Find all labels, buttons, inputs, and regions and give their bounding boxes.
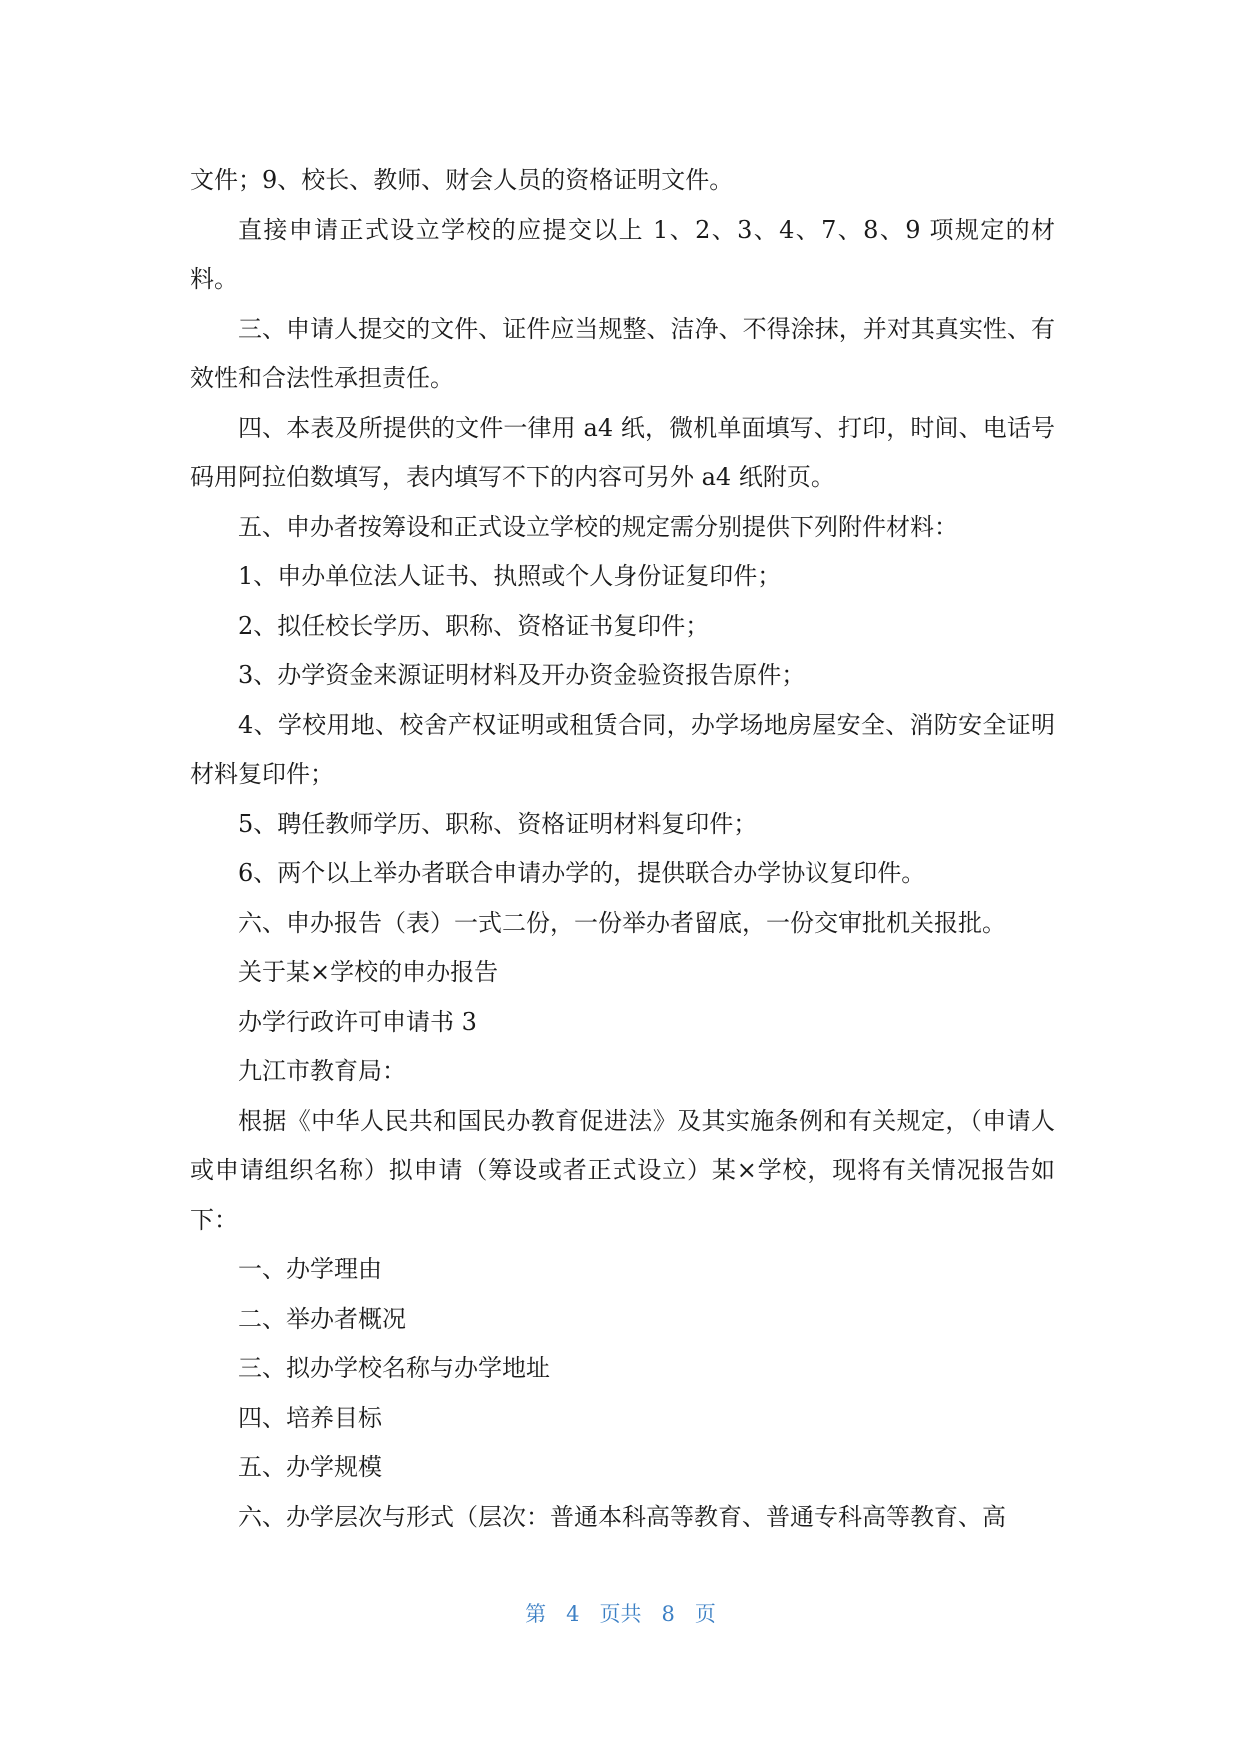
list-item: 五、办学规模 (238, 1453, 382, 1481)
paragraph: 6、两个以上举办者联合申请办学的，提供联合办学协议复印件。 (238, 859, 926, 887)
document-body (190, 156, 1055, 1542)
paragraph: 四、本表及所提供的文件一律用 a4 纸，微机单面填写、打印，时间、电话号码用阿拉伯数填写，表内填写不下的内容可另外 a4 纸附页。 (190, 413, 1055, 491)
paragraph: 五、申办者按筹设和正式设立学校的规定需分别提供下列附件材料： (238, 512, 958, 541)
footer-suffix: 页 (694, 1602, 716, 1626)
paragraph: 5、聘任教师学历、职称、资格证明材料复印件； (238, 809, 758, 838)
paragraph: 根据《中华人民共和国民办教育促进法》及其实施条例和有关规定，（申请人或申请组织名称）拟申请（筹设或者正式设立）某×学校，现将有关情况报告如下： (190, 1106, 1055, 1234)
paragraph: 2、拟任校长学历、职称、资格证书复印件； (238, 611, 710, 640)
paragraph: 三、申请人提交的文件、证件应当规整、洁净、不得涂抹，并对其真实性、有效性和合法性承担责任。 (190, 314, 1055, 392)
list-item: 二、举办者概况 (238, 1304, 406, 1333)
list-item: 六、办学层次与形式（层次：普通本科高等教育、普通专科高等教育、高 (238, 1502, 1006, 1531)
paragraph: 文件；9、校长、教师、财会人员的资格证明文件。 (190, 166, 734, 194)
paragraph: 4、学校用地、校舍产权证明或租赁合同，办学场地房屋安全、消防安全证明材料复印件； (190, 710, 1055, 788)
page-footer (0, 1598, 1241, 1628)
section-heading: 办学行政许可申请书 3 (238, 1007, 477, 1036)
paragraph: 直接申请正式设立学校的应提交以上 1、2、3、4、7、8、9 项规定的材料。 (190, 215, 1055, 293)
list-item: 三、拟办学校名称与办学地址 (238, 1354, 550, 1382)
paragraph: 1、申办单位法人证书、执照或个人身份证复印件； (238, 562, 782, 590)
footer-middle: 页共 (599, 1602, 642, 1626)
list-item: 四、培养目标 (238, 1403, 382, 1432)
total-page-count: 8 (661, 1602, 675, 1626)
paragraph: 3、办学资金来源证明材料及开办资金验资报告原件； (238, 661, 806, 689)
section-heading: 关于某×学校的申办报告 (238, 958, 499, 986)
addressee: 九江市教育局： (238, 1057, 406, 1085)
list-item: 一、办学理由 (238, 1255, 382, 1283)
current-page-number: 4 (566, 1602, 580, 1626)
footer-prefix: 第 (525, 1602, 547, 1626)
paragraph: 六、申办报告（表）一式二份，一份举办者留底，一份交审批机关报批。 (238, 908, 1006, 937)
